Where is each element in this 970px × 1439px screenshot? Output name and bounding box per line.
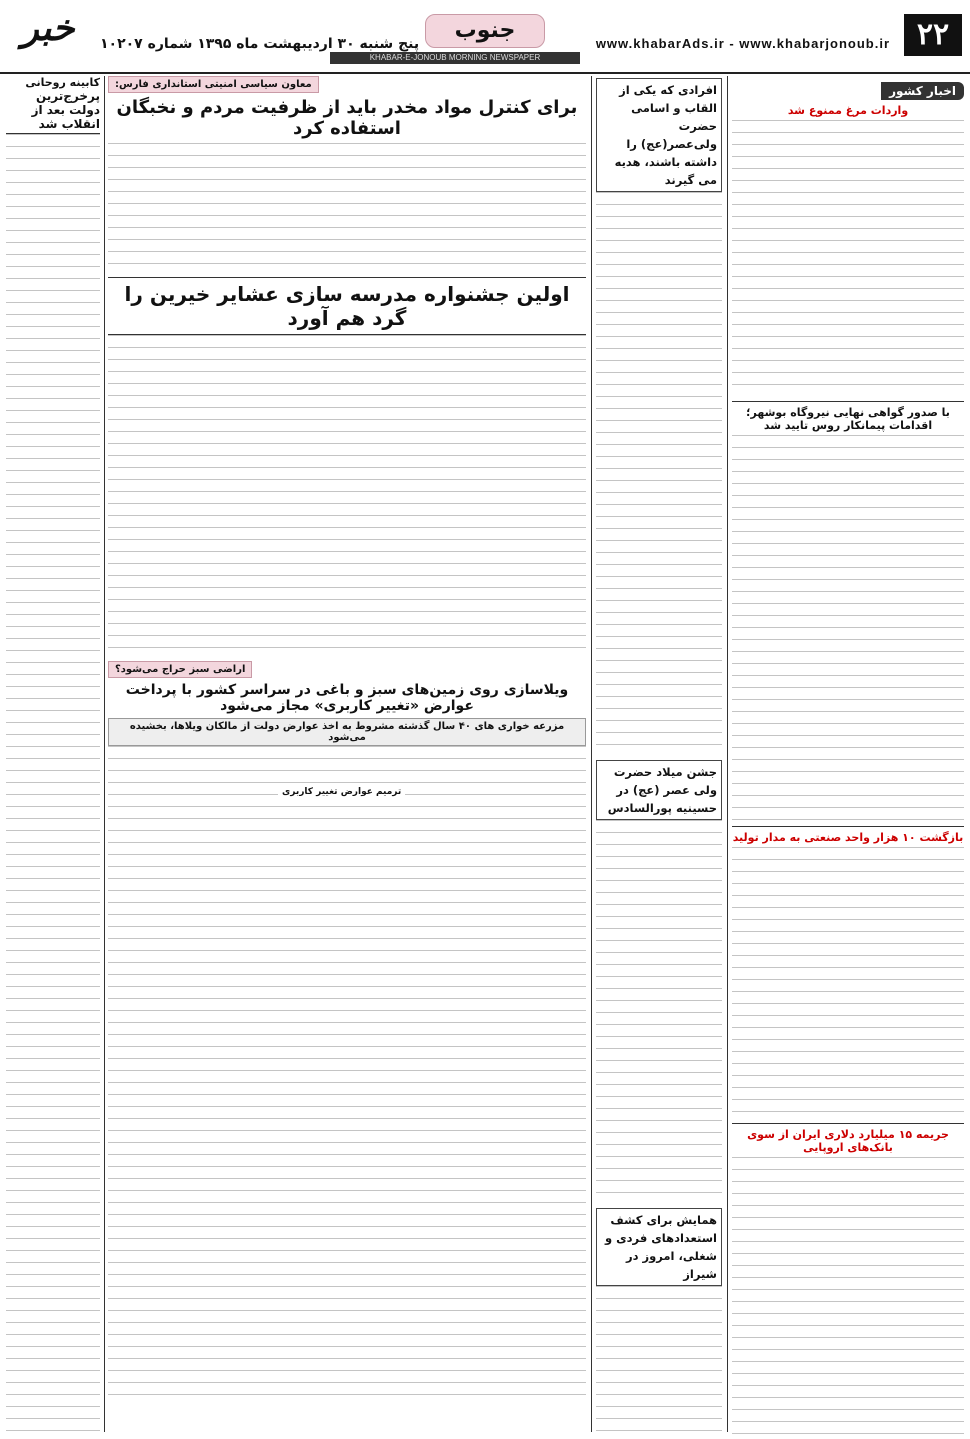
article-body <box>596 192 722 752</box>
article-body <box>732 1157 964 1434</box>
kicker: کابینه روحانی <box>25 76 100 89</box>
article-headline: برای کنترل مواد مخدر باید از ظرفیت مردم و نخبگان استفاده کرد <box>116 97 578 139</box>
article-body <box>732 435 964 820</box>
article-headline: با صدور گواهی نهایی نیروگاه بوشهر؛ اقدامات پیمانکار روس تایید شد <box>732 401 964 435</box>
page-number: ۲۲ <box>904 14 962 56</box>
article-body <box>108 746 586 1406</box>
article-headline: پرخرج‌ترین دولت بعد از انقلاب شد <box>6 89 100 134</box>
website-url[interactable]: www.khabarAds.ir - www.khabarjonoub.ir <box>595 36 890 51</box>
second-column <box>596 74 722 1434</box>
article-body <box>6 134 100 1434</box>
article-headline: اولین جشنواره مدرسه سازی عشایر خیرین را گرد هم آورد <box>108 277 586 335</box>
article-body <box>596 1286 722 1434</box>
article-headline: بازگشت ۱۰ هزار واحد صنعتی به مدار تولید <box>732 826 964 847</box>
article-body <box>108 143 586 273</box>
subheadline: مزرعه خواری های ۴۰ سال گذشته مشروط به اخذ عوارض دولت از مالکان ویلاها، بخشیده می‌شود <box>108 718 586 746</box>
main-area <box>108 74 586 1434</box>
masthead-strip: KHABAR-E-JONOUB MORNING NEWSPAPER <box>330 52 580 64</box>
article-body <box>732 120 964 395</box>
masthead <box>0 0 970 74</box>
article-headline: همایش برای کشف استعدادهای فردی و شغلی، امروز در شیراز <box>596 1208 722 1286</box>
article-headline: جشن میلاد حضرت ولی عصر (عج) در حسینیه پورالسادس <box>596 760 722 820</box>
section-title: جنوب <box>425 14 545 48</box>
left-column <box>6 74 100 1434</box>
article-headline: ویلاسازی روی زمین‌های سبز و باغی در سراسر کشور با پرداخت عوارض «تغییر کاربری» مجاز می‌شود <box>125 682 569 714</box>
article-headline: واردات مرغ ممنوع شد <box>787 104 909 117</box>
article-headline: جریمه ۱۵ میلیارد دلاری ایران از سوی بانک‌های اروپایی <box>732 1123 964 1157</box>
kicker: اراضی سبز حراج می‌شود؟ <box>108 661 252 678</box>
article-body <box>596 820 722 1200</box>
article-body <box>108 335 586 655</box>
newspaper-logo: خبر <box>21 7 75 49</box>
inner-heading: ترمیم عوارض تغییر کاربری <box>278 786 405 798</box>
news-badge: اخبار کشور <box>881 82 964 100</box>
article-headline: افرادی که یکی از القاب و اسامی حضرت ولی‌عصر(عج) را داشته باشند، هدیه می گیرند <box>596 78 722 192</box>
kicker: معاون سیاسی امنیتی استانداری فارس: <box>108 76 319 93</box>
dateline: پنج شنبه ۳۰ اردیبهشت ماه ۱۳۹۵ شماره ۱۰۲۰۷ <box>100 36 420 52</box>
article-body <box>732 847 964 1117</box>
right-column <box>732 74 964 1434</box>
